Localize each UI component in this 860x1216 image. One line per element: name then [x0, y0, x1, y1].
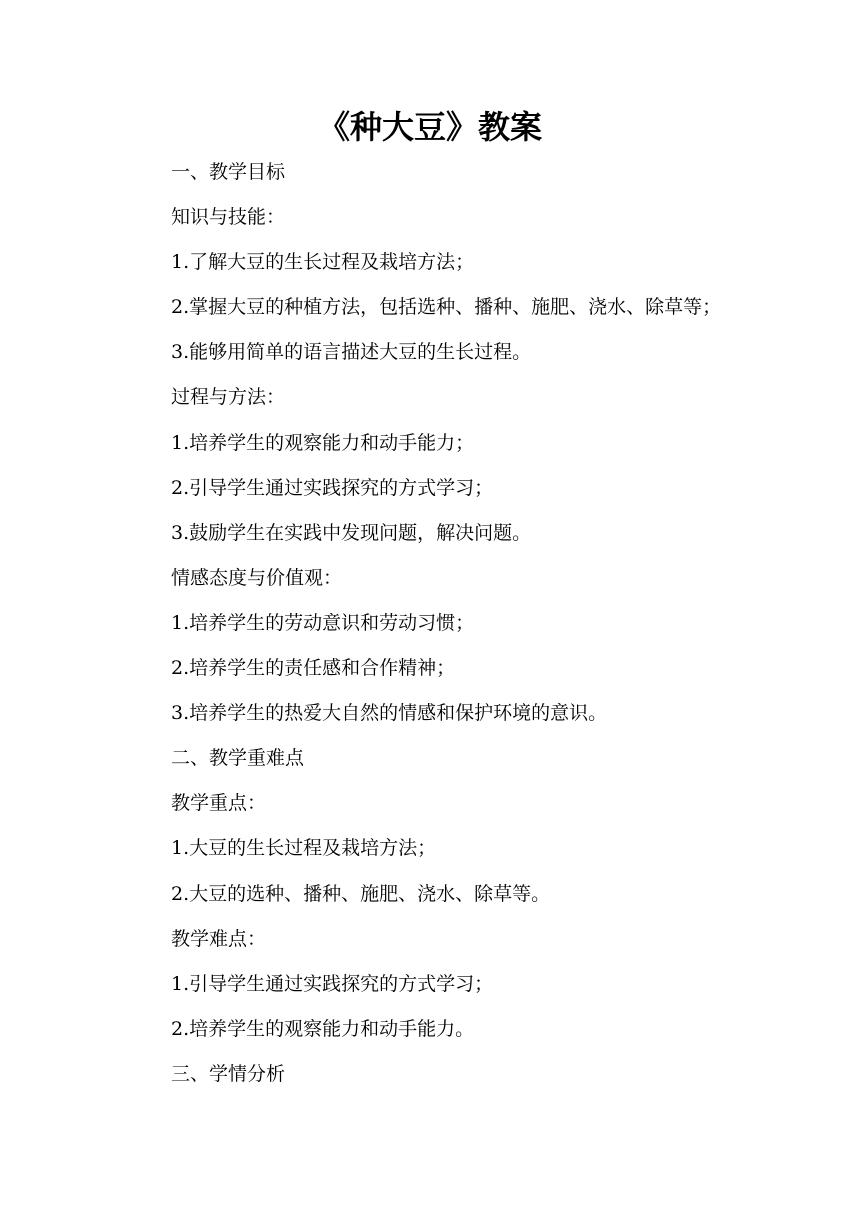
document-title: 《种大豆》教案	[317, 108, 542, 146]
subheading-emotion-values: 情感态度与价值观：	[171, 566, 343, 589]
text-line: 3.鼓励学生在实践中发现问题，解决问题。	[171, 521, 532, 544]
section-heading-student-analysis: 三、学情分析	[171, 1062, 286, 1085]
text-line: 1.了解大豆的生长过程及栽培方法；	[171, 251, 475, 274]
text-line: 2.培养学生的观察能力和动手能力。	[171, 1017, 475, 1040]
text-line: 2.培养学生的责任感和合作精神；	[171, 657, 456, 680]
subheading-difficult-points: 教学难点：	[171, 927, 267, 950]
text-line: 1.培养学生的劳动意识和劳动习惯；	[171, 611, 475, 634]
text-line: 1.大豆的生长过程及栽培方法；	[171, 837, 437, 860]
subheading-process-methods: 过程与方法：	[171, 386, 286, 409]
text-line: 1.引导学生通过实践探究的方式学习；	[171, 972, 494, 995]
text-line: 1.培养学生的观察能力和动手能力；	[171, 431, 475, 454]
text-line: 2.大豆的选种、播种、施肥、浇水、除草等。	[171, 882, 551, 905]
subheading-key-points: 教学重点：	[171, 792, 267, 815]
text-line: 2.引导学生通过实践探究的方式学习；	[171, 476, 494, 499]
section-heading-teaching-goals: 一、教学目标	[171, 161, 286, 183]
text-line: 3.培养学生的热爱大自然的情感和保护环境的意识。	[171, 702, 608, 725]
text-line: 3.能够用简单的语言描述大豆的生长过程。	[171, 341, 532, 364]
subheading-knowledge-skills: 知识与技能：	[171, 206, 286, 229]
text-line: 2.掌握大豆的种植方法，包括选种、播种、施肥、浇水、除草等；	[171, 296, 722, 319]
section-heading-key-points: 二、教学重难点	[171, 747, 305, 770]
document-body	[171, 156, 771, 1103]
